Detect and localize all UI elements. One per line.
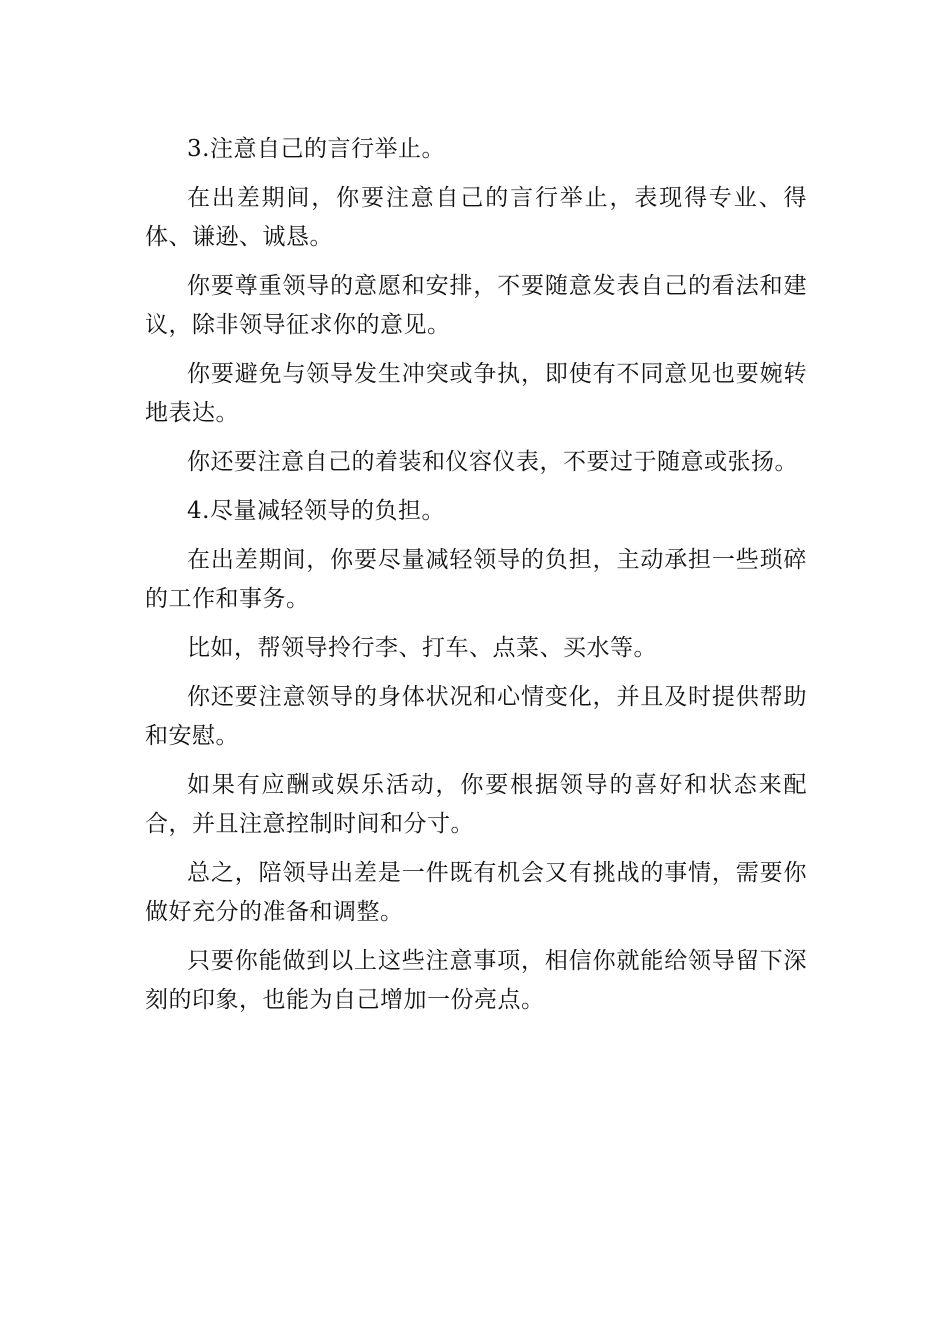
section-heading-3: 3.注意自己的言行举止。	[187, 136, 445, 162]
document-body	[145, 130, 807, 1030]
paragraph: 在出差期间，你要尽量减轻领导的负担，主动承担一些琐碎的工作和事务。	[145, 547, 807, 612]
section-heading-4: 4.尽量减轻领导的负担。	[187, 498, 445, 524]
paragraph: 你要尊重领导的意愿和安排，不要随意发表自己的看法和建议，除非领导征求你的意见。	[145, 273, 807, 338]
paragraph: 只要你能做到以上这些注意事项，相信你就能给领导留下深刻的印象，也能为自己增加一份亮点。	[145, 948, 807, 1013]
paragraph: 你还要注意自己的着装和仪容仪表，不要过于随意或张扬。	[187, 449, 798, 475]
paragraph: 在出差期间，你要注意自己的言行举止，表现得专业、得体、谦逊、诚恳。	[145, 185, 807, 250]
paragraph: 你要避免与领导发生冲突或争执，即使有不同意见也要婉转地表达。	[145, 361, 807, 426]
paragraph: 总之，陪领导出差是一件既有机会又有挑战的事情，需要你做好充分的准备和调整。	[145, 860, 807, 925]
paragraph: 你还要注意领导的身体状况和心情变化，并且及时提供帮助和安慰。	[145, 684, 807, 749]
paragraph: 比如，帮领导拎行李、打车、点菜、买水等。	[187, 635, 657, 661]
paragraph: 如果有应酬或娱乐活动，你要根据领导的喜好和状态来配合，并且注意控制时间和分寸。	[145, 772, 807, 837]
